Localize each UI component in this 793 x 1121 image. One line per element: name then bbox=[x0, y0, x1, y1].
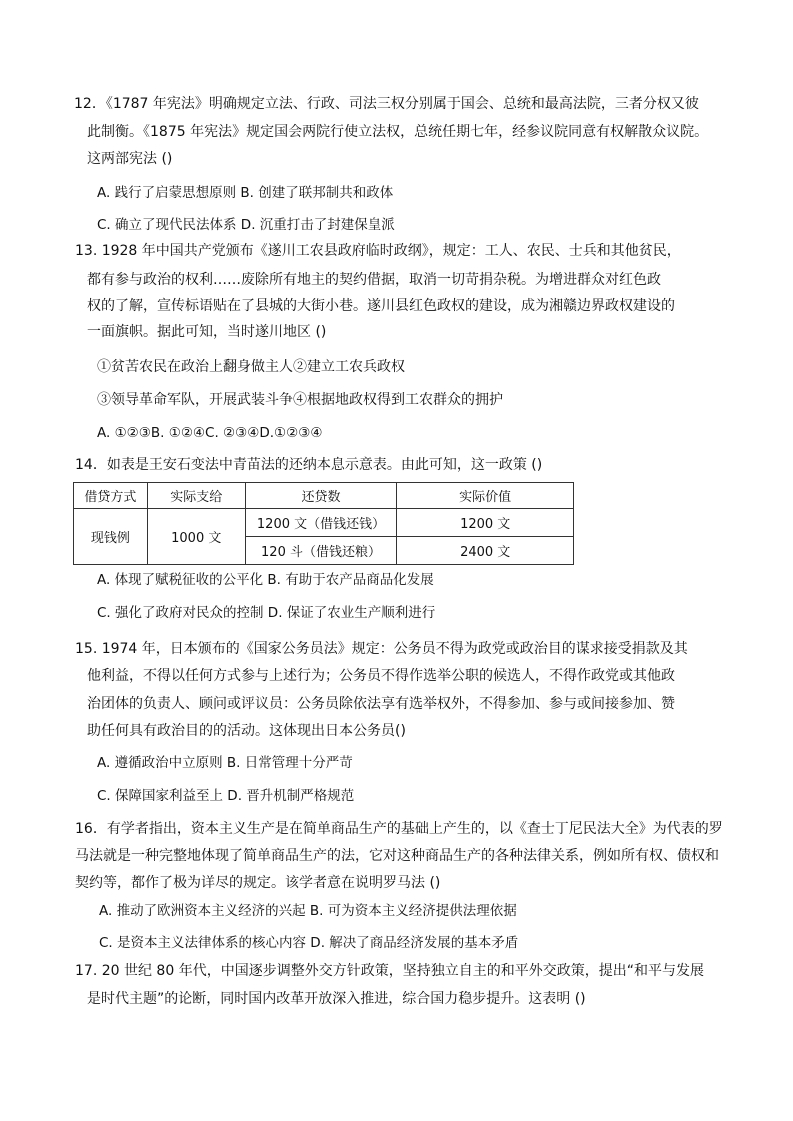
q12-line-1: 12．《1787 年宪法》明确规定立法、行政、司法三权分别属于国会、总统和最高法院，三者分权又彼 bbox=[74, 96, 699, 112]
table-header-cell: 实际价值 bbox=[397, 483, 574, 509]
q13-options: A. ①②③B. ①②④C. ②③④D.①②③④ bbox=[97, 425, 323, 441]
q15-line-1: 15. 1974 年，日本颁布的《国家公务员法》规定：公务员不得为政党或政治目的谋求接受捐款及其 bbox=[75, 641, 688, 657]
table-cell-repay: 1200 文（借钱还钱） bbox=[245, 509, 397, 537]
q15-line-4: 助任何具有政治目的的活动。这体现出日本公务员() bbox=[87, 723, 406, 739]
q13-statements-2: ③领导革命军队，开展武装斗争④根据地政权得到工农群众的拥护 bbox=[97, 392, 503, 408]
table-header-cell: 借贷方式 bbox=[74, 483, 148, 509]
qingmiao-table bbox=[73, 482, 574, 565]
q12-line-3: 这两部宪法 () bbox=[87, 151, 173, 167]
q15-options-cd: C. 保障国家利益至上 D. 晋升机制严格规范 bbox=[97, 788, 355, 804]
q16-line-2: 马法就是一种完整地体现了简单商品生产的法，它对这种商品生产的各种法律关系，例如所有权、债权和 bbox=[75, 848, 719, 864]
table-row bbox=[74, 509, 574, 537]
table-cell-method: 现钱例 bbox=[74, 509, 148, 565]
table-cell-value: 2400 文 bbox=[397, 537, 574, 565]
q15-options-ab: A. 遵循政治中立原则 B. 日常管理十分严苛 bbox=[97, 755, 353, 771]
table-cell-value: 1200 文 bbox=[397, 509, 574, 537]
q13-statements-1: ①贫苦农民在政治上翻身做主人②建立工农兵政权 bbox=[97, 359, 405, 375]
q15-line-3: 治团体的负责人、顾问或评议员：公务员除依法享有选举权外，不得参加、参与或间接参加、赞 bbox=[87, 696, 675, 712]
q12-options-cd: C. 确立了现代民法体系 D. 沉重打击了封建保皇派 bbox=[97, 217, 395, 233]
table-cell-given: 1000 文 bbox=[147, 509, 245, 565]
table-cell-repay: 120 斗（借钱还粮） bbox=[245, 537, 397, 565]
q12-line-2: 此制衡。《1875 年宪法》规定国会两院行使立法权，总统任期七年，经参议院同意有权解散众议院。 bbox=[87, 124, 709, 140]
q15-line-2: 他利益，不得以任何方式参与上述行为；公务员不得作选举公职的候选人，不得作政党或其他政 bbox=[87, 668, 675, 684]
q17-line-1: 17. 20 世纪 80 年代，中国逐步调整外交方针政策，坚持独立自主的和平外交政策，提出“和平与发展 bbox=[75, 963, 704, 979]
q14-options-cd: C. 强化了政府对民众的控制 D. 保证了农业生产顺利进行 bbox=[97, 605, 436, 621]
table-header-cell: 实际支给 bbox=[147, 483, 245, 509]
q16-line-3: 契约等，都作了极为详尽的规定。该学者意在说明罗马法 () bbox=[75, 875, 441, 891]
q13-line-1: 13. 1928 年中国共产党颁布《遂川工农县政府临时政纲》，规定：工人、农民、士兵和其他贫民， bbox=[75, 243, 681, 259]
table-header-cell: 还贷数 bbox=[245, 483, 397, 509]
q12-options-ab: A. 践行了启蒙思想原则 B. 创建了联邦制共和政体 bbox=[97, 185, 394, 201]
q14-line-1: 14．如表是王安石变法中青苗法的还纳本息示意表。由此可知，这一政策 () bbox=[75, 457, 543, 473]
q14-options-ab: A. 体现了赋税征收的公平化 B. 有助于农产品商品化发展 bbox=[97, 572, 434, 588]
table-header-row bbox=[74, 483, 574, 509]
q16-line-1: 16．有学者指出，资本主义生产是在简单商品生产的基础上产生的，以《查士丁尼民法大全》为代表的罗 bbox=[75, 821, 723, 837]
q16-options-cd: C. 是资本主义法律体系的核心内容 D. 解决了商品经济发展的基本矛盾 bbox=[99, 935, 519, 951]
q13-line-3: 权的了解，宣传标语贴在了县城的大街小巷。遂川县红色政权的建设，成为湘赣边界政权建设的 bbox=[87, 298, 675, 314]
q17-line-2: 是时代主题”的论断，同时国内改革开放深入推进，综合国力稳步提升。这表明 () bbox=[87, 991, 586, 1007]
q16-options-ab: A. 推动了欧洲资本主义经济的兴起 B. 可为资本主义经济提供法理依据 bbox=[99, 903, 517, 919]
q13-line-4: 一面旗帜。据此可知，当时遂川地区 () bbox=[87, 324, 327, 340]
q13-line-2: 都有参与政治的权利……废除所有地主的契约借据，取消一切苛捐杂税。为增进群众对红色政 bbox=[87, 272, 661, 288]
